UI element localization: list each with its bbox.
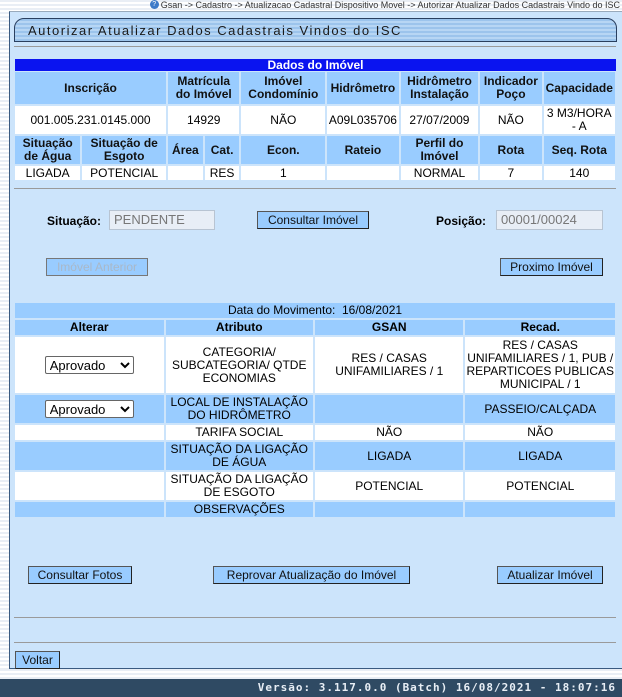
header-seq-rota: Seq. Rota	[544, 136, 616, 164]
alterar-cell	[15, 472, 164, 500]
header-capacidade: Capacidade	[544, 72, 616, 104]
header-alterar: Alterar	[15, 320, 164, 335]
gsan-cell	[315, 502, 464, 517]
gsan-cell: LIGADA	[315, 442, 464, 470]
header-gsan: GSAN	[315, 320, 464, 335]
atualizar-imovel-button[interactable]: Atualizar Imóvel	[497, 566, 603, 584]
gsan-cell	[315, 395, 464, 423]
page-title: Autorizar Atualizar Dados Cadastrais Vindos do ISC	[28, 23, 402, 38]
data-movimento-label: Data do Movimento:	[227, 303, 336, 317]
value-condominio: NÃO	[241, 106, 325, 134]
header-rateio: Rateio	[327, 136, 399, 164]
imovel-table	[13, 70, 617, 182]
header-hidrometro: Hidrômetro	[327, 72, 399, 104]
imovel-header-row-2	[15, 136, 615, 164]
alterar-cell	[15, 442, 164, 470]
recad-cell: PASSEIO/CALÇADA	[465, 395, 615, 423]
situacao-label: Situação:	[47, 214, 102, 228]
alterar-cell	[15, 395, 164, 423]
value-situacao-esgoto: POTENCIAL	[82, 166, 166, 180]
gsan-cell: POTENCIAL	[315, 472, 464, 500]
header-area: Área	[168, 136, 203, 164]
date-row	[15, 303, 615, 318]
gsan-cell: NÃO	[315, 425, 464, 440]
posicao-field[interactable]: 00001/00024	[496, 210, 603, 230]
divider	[14, 188, 616, 189]
consultar-fotos-button[interactable]: Consultar Fotos	[28, 566, 132, 584]
alterar-cell	[15, 425, 164, 440]
header-situacao-esgoto: Situação de Esgoto	[82, 136, 166, 164]
imovel-header-row-1	[15, 72, 615, 104]
value-hidrometro-instalacao: 27/07/2009	[401, 106, 479, 134]
proximo-imovel-button[interactable]: Proximo Imóvel	[500, 258, 603, 276]
header-atributo: Atributo	[166, 320, 313, 335]
footer-decoration	[0, 669, 622, 679]
table-row	[15, 425, 615, 440]
value-seq-rota: 140	[544, 166, 616, 180]
footer-version: Versão: 3.117.0.0 (Batch) 16/08/2021 - 18:07:16	[0, 679, 622, 697]
value-indicador-poco: NÃO	[480, 106, 541, 134]
value-matricula: 14929	[168, 106, 239, 134]
recad-cell: POTENCIAL	[465, 472, 615, 500]
help-icon[interactable]: ?	[150, 0, 159, 9]
movimento-table	[13, 301, 617, 519]
page-frame	[9, 11, 622, 669]
table-row	[15, 502, 615, 517]
alterar-cell	[15, 502, 164, 517]
recad-cell: RES / CASAS UNIFAMILIARES / 1, PUB / REPARTICOES PUBLICAS MUNICIPAL / 1	[466, 338, 615, 391]
data-movimento-value: 16/08/2021	[342, 303, 403, 317]
voltar-button[interactable]: Voltar	[15, 651, 60, 669]
value-rateio	[327, 166, 399, 180]
table-row	[15, 395, 615, 423]
divider	[14, 617, 616, 618]
data-movimento	[15, 303, 615, 318]
table-row	[15, 472, 615, 500]
value-rota: 7	[480, 166, 541, 180]
atributo-cell: CATEGORIA/ SUBCATEGORIA/ QTDE ECONOMIAS	[166, 337, 313, 393]
reprovar-atualizacao-button[interactable]: Reprovar Atualização do Imóvel	[213, 566, 410, 584]
imovel-value-row-1	[15, 106, 615, 134]
header-recad: Recad.	[465, 320, 615, 335]
posicao-label: Posição:	[436, 214, 487, 228]
header-matricula: Matrícula do Imóvel	[168, 72, 239, 104]
value-cat: RES	[205, 166, 240, 180]
breadcrumb-text: Gsan -> Cadastro -> Atualizacao Cadastral Dispositivo Movel -> Autorizar Atualizar Dados Cadastrais Vindo do ISC	[160, 0, 620, 10]
alterar-cell	[15, 337, 164, 393]
value-area	[168, 166, 203, 180]
atributo-cell: TARIFA SOCIAL	[166, 425, 313, 440]
header-rota: Rota	[480, 136, 541, 164]
value-perfil: NORMAL	[401, 166, 479, 180]
value-hidrometro: A09L035706	[327, 106, 399, 134]
title-bar	[14, 18, 617, 42]
header-perfil: Perfil do Imóvel	[401, 136, 479, 164]
movimento-header-row	[15, 320, 615, 335]
header-condominio: Imóvel Condomínio	[241, 72, 325, 104]
table-row	[15, 337, 615, 393]
header-cat: Cat.	[205, 136, 240, 164]
consultar-imovel-button[interactable]: Consultar Imóvel	[257, 211, 369, 229]
divider	[14, 46, 616, 47]
value-capacidade: 3 M3/HORA - A	[544, 106, 616, 134]
value-econ: 1	[241, 166, 325, 180]
breadcrumb	[0, 0, 622, 11]
header-hidrometro-instalacao: Hidrômetro Instalação	[401, 72, 479, 104]
imovel-anterior-button[interactable]: Imóvel Anterior	[46, 258, 148, 276]
atributo-cell: SITUAÇÃO DA LIGAÇÃO DE ÁGUA	[166, 442, 313, 470]
recad-cell: NÃO	[465, 425, 615, 440]
imovel-value-row-2	[15, 166, 615, 180]
divider	[14, 642, 616, 643]
recad-cell	[465, 502, 615, 517]
alterar-select-categoria[interactable]	[45, 356, 134, 374]
header-econ: Econ.	[241, 136, 325, 164]
value-situacao-agua: LIGADA	[15, 166, 80, 180]
table-row	[15, 442, 615, 470]
header-indicador-poco: Indicador Poço	[480, 72, 541, 104]
atributo-cell: LOCAL DE INSTALAÇÃO DO HIDRÔMETRO	[166, 395, 313, 423]
value-inscricao: 001.005.231.0145.000	[15, 106, 166, 134]
alterar-select-local-hidrometro[interactable]	[45, 400, 134, 418]
recad-cell: LIGADA	[465, 442, 615, 470]
header-situacao-agua: Situação de Água	[15, 136, 80, 164]
gsan-cell: RES / CASAS UNIFAMILIARES / 1	[315, 337, 464, 393]
atributo-cell: SITUAÇÃO DA LIGAÇÃO DE ESGOTO	[166, 472, 313, 500]
header-inscricao: Inscrição	[15, 72, 166, 104]
imovel-section-header: Dados do Imóvel	[15, 59, 616, 71]
atributo-cell: OBSERVAÇÕES	[166, 502, 313, 517]
situacao-field[interactable]: PENDENTE	[109, 210, 215, 230]
